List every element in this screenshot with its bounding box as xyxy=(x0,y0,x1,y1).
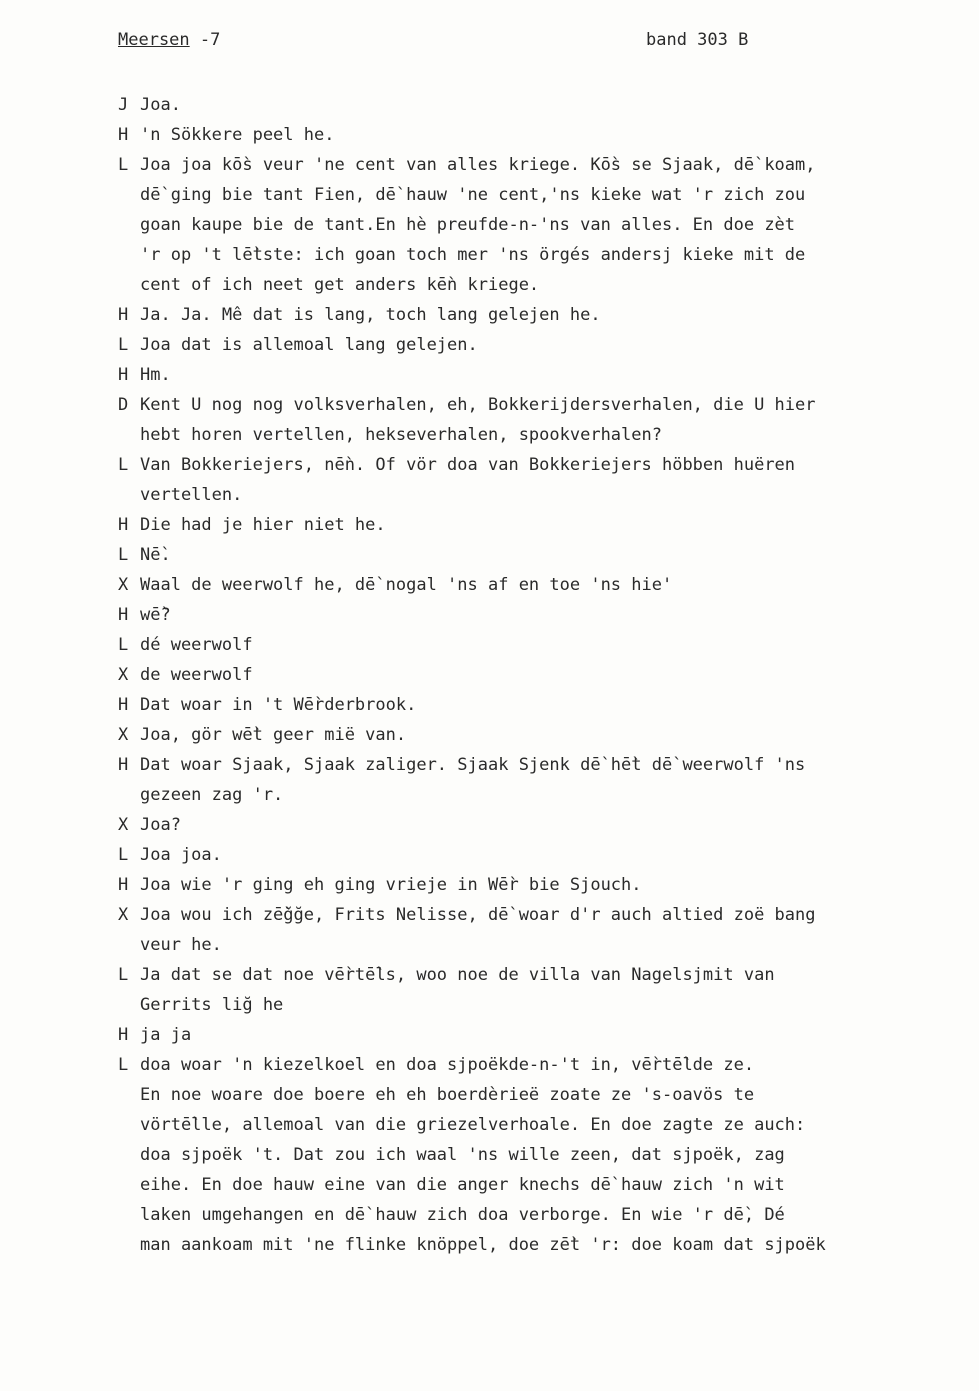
utterance-continuation: laken umgehangen en dḕ hauw zich doa verborge. En wie 'r dḕ, Dé xyxy=(140,1205,785,1225)
utterance-text: Joa joa kṑs veur 'ne cent van alles kriege. Kṑs se Sjaak, dḕ koam, xyxy=(140,155,816,175)
speaker-label: H xyxy=(118,605,129,625)
page-header xyxy=(118,30,878,56)
utterance-text: Joa, gör wḕt geer mië van. xyxy=(140,725,407,745)
utterance-continuation: man aankoam mit 'ne flinke knöppel, doe zḕt 'r: doe koam dat sjpoëk xyxy=(140,1235,826,1255)
transcript-line xyxy=(118,630,968,660)
speaker-label: H xyxy=(118,875,129,895)
transcript-line xyxy=(118,690,968,720)
transcript-line xyxy=(118,870,968,900)
utterance-text: 'n Sökkere peel he. xyxy=(140,125,335,145)
utterance-continuation: cent of ich neet get anders kḕn kriege. xyxy=(140,275,540,295)
speaker-label: J xyxy=(118,95,129,115)
speaker-label: H xyxy=(118,755,129,775)
utterance-continuation: vörtḕlle, allemoal van die griezelverhoale. En doe zagte ze auch: xyxy=(140,1115,806,1135)
utterance-text: Hm. xyxy=(140,365,171,385)
utterance-continuation: En noe woare doe boere eh eh boerdèrieë zoate ze 's-oavös te xyxy=(140,1085,755,1105)
speaker-label: X xyxy=(118,725,129,745)
utterance-text: Die had je hier niet he. xyxy=(140,515,386,535)
speaker-label: L xyxy=(118,1055,129,1075)
speaker-label: L xyxy=(118,335,129,355)
speaker-label: H xyxy=(118,125,129,145)
transcript-line xyxy=(118,150,968,300)
utterance-continuation: dḕ ging bie tant Fien, dḕ hauw 'ne cent,'ns kieke wat 'r zich zou xyxy=(140,185,806,205)
utterance-text: Ja dat se dat noe vḕrtḕls, woo noe de villa van Nagelsjmit van xyxy=(140,965,775,985)
utterance-continuation: 'r op 't lḕtste: ich goan toch mer 'ns örgés andersj kieke mit de xyxy=(140,245,806,265)
utterance-continuation: Gerrits liğ he xyxy=(140,995,284,1015)
speaker-label: L xyxy=(118,455,129,475)
utterance-text: ja ja xyxy=(140,1025,192,1045)
transcript-line xyxy=(118,450,968,510)
utterance-text: Waal de weerwolf he, dḕ nogal 'ns af en toe 'ns hie' xyxy=(140,575,673,595)
transcript-line xyxy=(118,510,968,540)
utterance-text: Joa wou ich zḕğğe, Frits Nelisse, dḕ woar d'r auch altied zoë bang xyxy=(140,905,816,925)
page-number: -7 xyxy=(199,30,221,50)
speaker-label: D xyxy=(118,395,129,415)
transcript-line xyxy=(118,660,968,690)
speaker-label: X xyxy=(118,815,129,835)
utterance-text: Dat woar in 't Wḕrderbrook. xyxy=(140,695,417,715)
transcript-line xyxy=(118,1050,968,1260)
transcript-line xyxy=(118,330,968,360)
utterance-text: Joa? xyxy=(140,815,181,835)
speaker-label: L xyxy=(118,965,129,985)
transcript-line xyxy=(118,300,968,330)
speaker-label: H xyxy=(118,1025,129,1045)
header-place-page xyxy=(118,30,220,50)
speaker-label: L xyxy=(118,635,129,655)
utterance-text: Ja. Ja. Mê dat is lang, toch lang gelejen he. xyxy=(140,305,601,325)
utterance-text: Dat woar Sjaak, Sjaak zaliger. Sjaak Sjenk dḕ hḕt dḕ weerwolf 'ns xyxy=(140,755,806,775)
utterance-text: Joa. xyxy=(140,95,181,115)
transcript-line xyxy=(118,1020,968,1050)
utterance-continuation: doa sjpoëk 't. Dat zou ich waal 'ns wille zeen, dat sjpoëk, zag xyxy=(140,1145,785,1165)
utterance-continuation: goan kaupe bie de tant.En hè preufde-n-'ns van alles. En doe zèt xyxy=(140,215,796,235)
transcript-line xyxy=(118,390,968,450)
utterance-text: Nḕ. xyxy=(140,545,171,565)
transcript-line xyxy=(118,720,968,750)
place-name: Meersen xyxy=(118,30,190,50)
utterance-continuation: gezeen zag 'r. xyxy=(140,785,284,805)
utterance-text: Kent U nog nog volksverhalen, eh, Bokkerijdersverhalen, die U hier xyxy=(140,395,816,415)
speaker-label: X xyxy=(118,575,129,595)
speaker-label: H xyxy=(118,515,129,535)
speaker-label: L xyxy=(118,545,129,565)
transcript-line xyxy=(118,570,968,600)
transcript-line xyxy=(118,840,968,870)
transcript-line xyxy=(118,810,968,840)
utterance-text: dé weerwolf xyxy=(140,635,253,655)
speaker-label: L xyxy=(118,155,129,175)
transcript-line xyxy=(118,900,968,960)
band-label: band 303 B xyxy=(646,30,749,50)
utterance-continuation: hebt horen vertellen, hekseverhalen, spookverhalen? xyxy=(140,425,662,445)
utterance-text: wḕ? xyxy=(140,605,171,625)
transcript-line xyxy=(118,90,968,120)
transcript-line xyxy=(118,600,968,630)
utterance-text: doa woar 'n kiezelkoel en doa sjpoëkde-n-'t in, vḕrtḕlde ze. xyxy=(140,1055,755,1075)
speaker-label: H xyxy=(118,695,129,715)
utterance-text: Joa wie 'r ging eh ging vrieje in Wḕr bie Sjouch. xyxy=(140,875,642,895)
utterance-text: Joa dat is allemoal lang gelejen. xyxy=(140,335,478,355)
transcript-line xyxy=(118,360,968,390)
utterance-text: Joa joa. xyxy=(140,845,222,865)
utterance-continuation: vertellen. xyxy=(140,485,243,505)
speaker-label: H xyxy=(118,305,129,325)
utterance-text: Van Bokkeriejers, nḕn. Of vör doa van Bokkeriejers höbben huëren xyxy=(140,455,796,475)
transcript-body xyxy=(118,90,968,1260)
utterance-text: de weerwolf xyxy=(140,665,253,685)
utterance-continuation: eihe. En doe hauw eine van die anger knechs dḕ hauw zich 'n wit xyxy=(140,1175,785,1195)
transcript-line xyxy=(118,120,968,150)
speaker-label: X xyxy=(118,905,129,925)
speaker-label: L xyxy=(118,845,129,865)
utterance-continuation: veur he. xyxy=(140,935,222,955)
speaker-label: H xyxy=(118,365,129,385)
speaker-label: X xyxy=(118,665,129,685)
transcript-line xyxy=(118,540,968,570)
transcript-line xyxy=(118,960,968,1020)
transcript-line xyxy=(118,750,968,810)
